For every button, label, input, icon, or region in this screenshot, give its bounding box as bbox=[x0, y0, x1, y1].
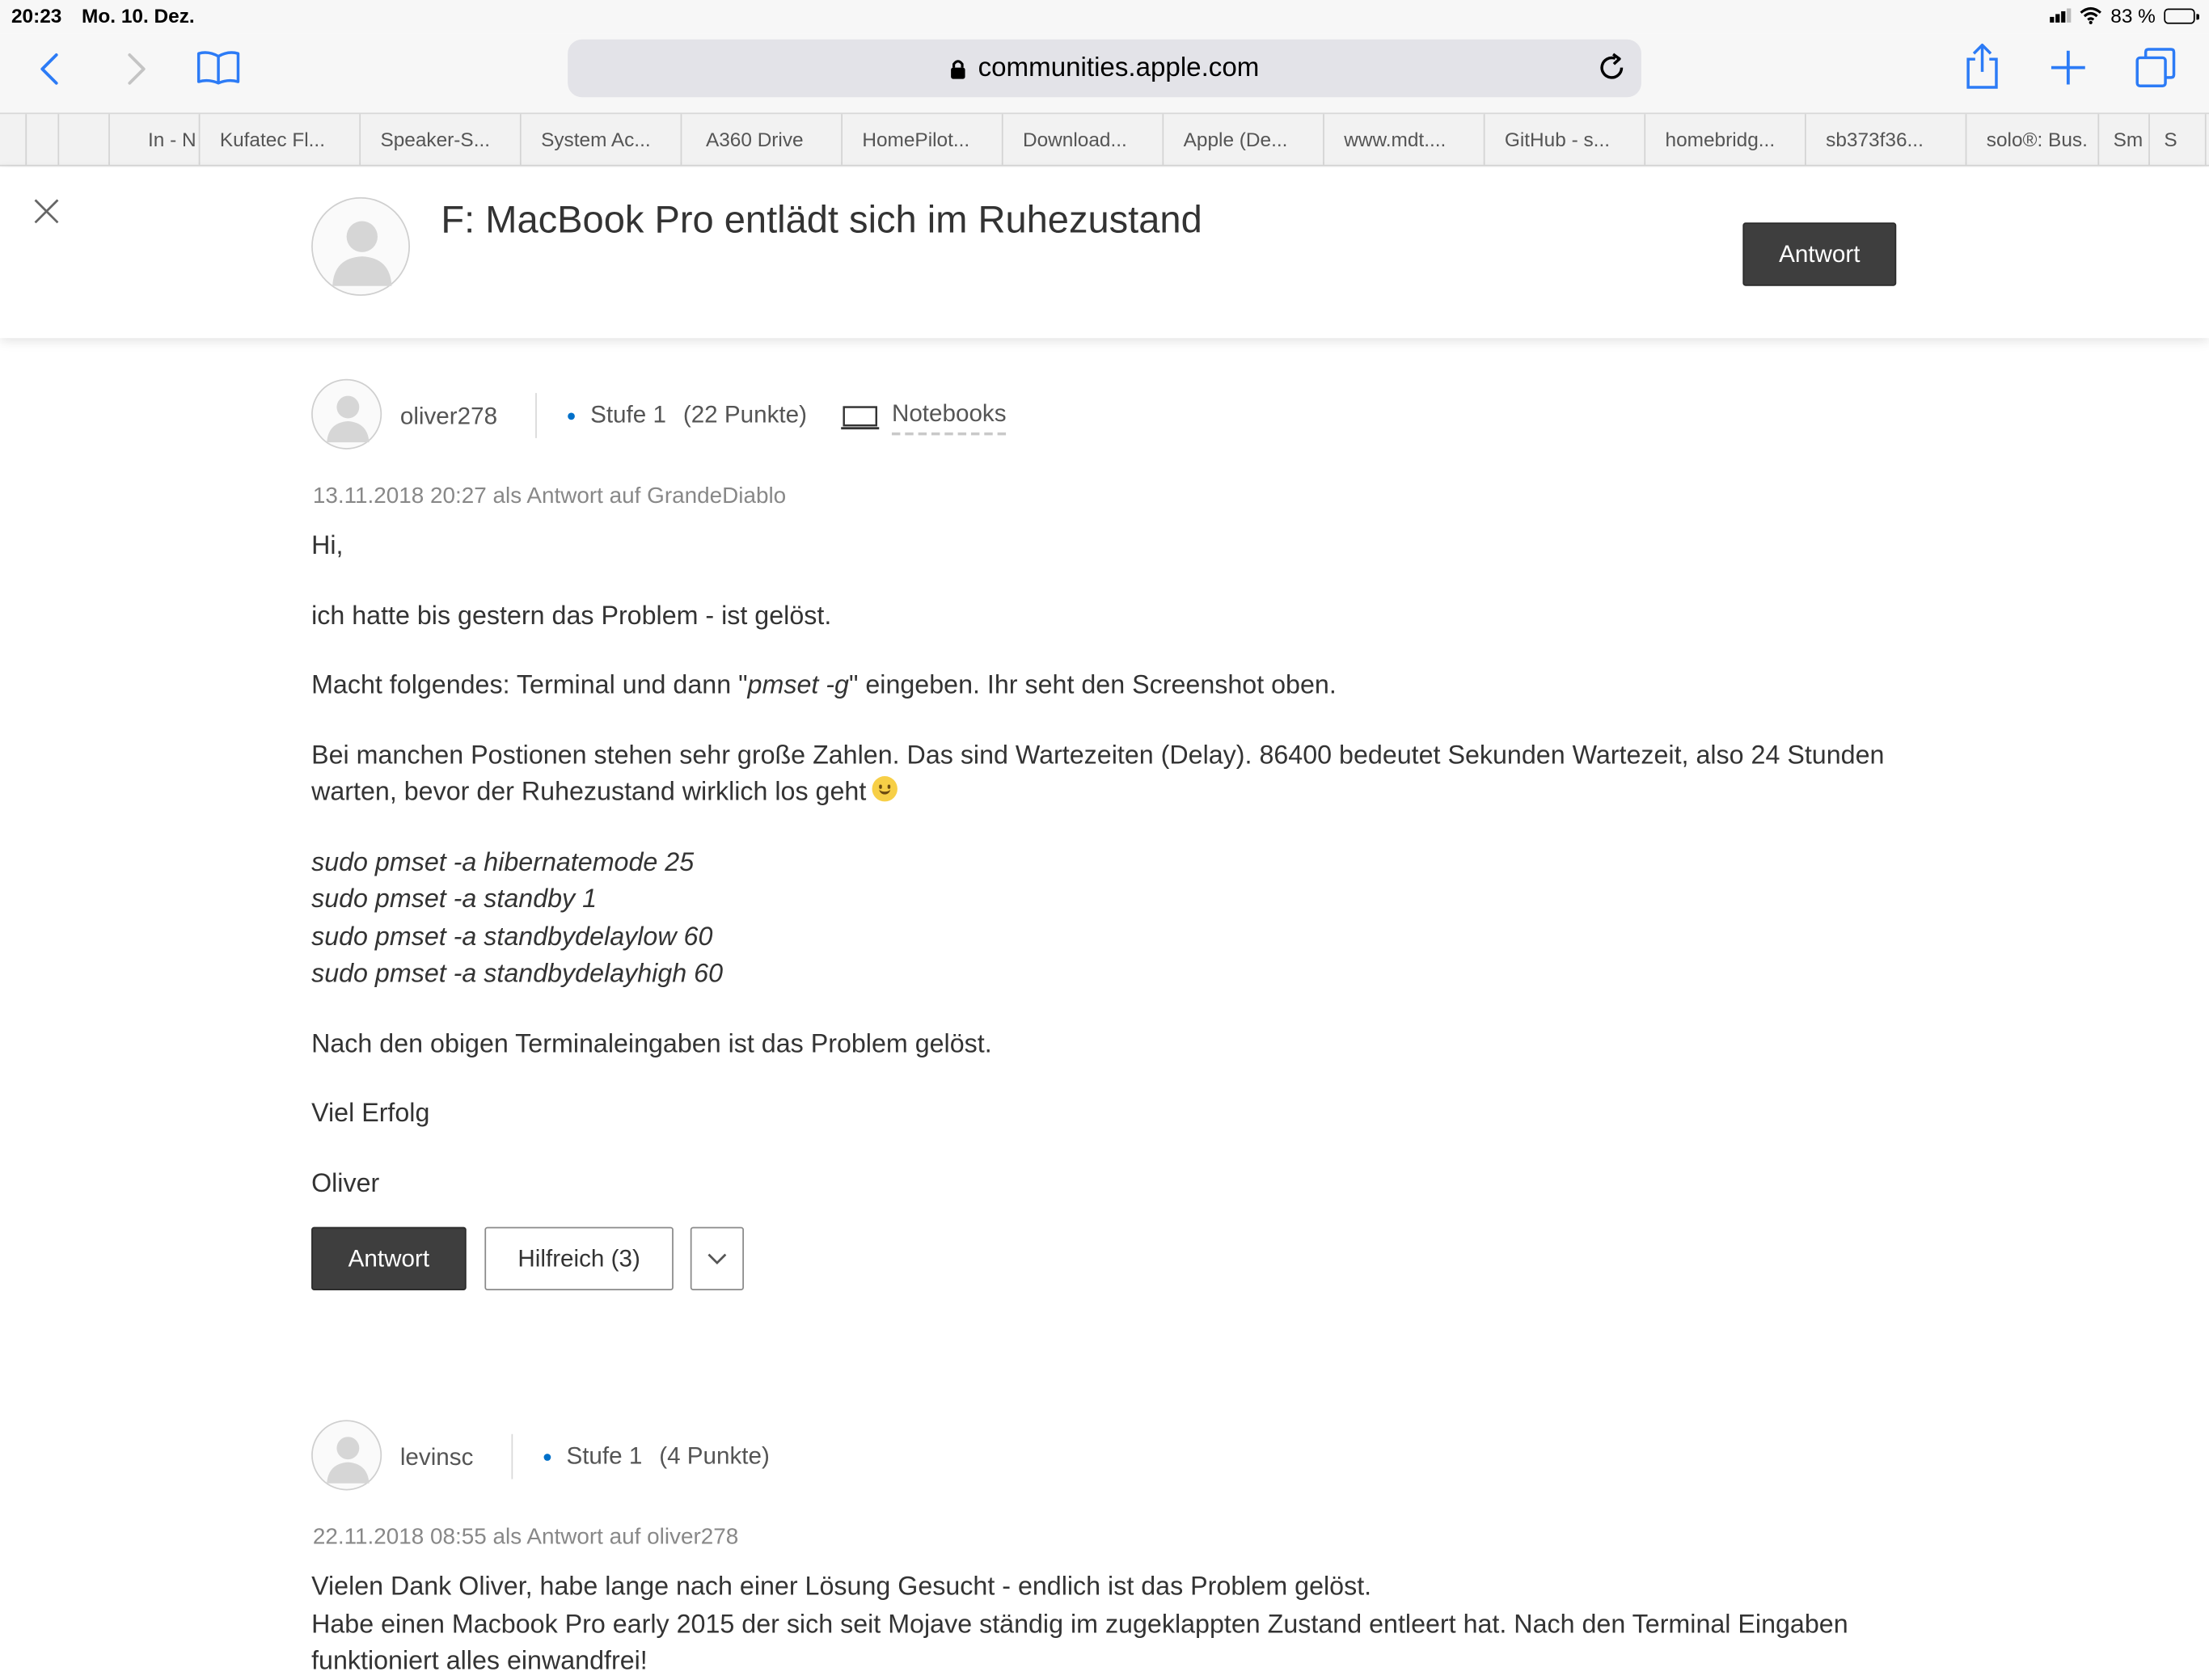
post-line: Habe einen Macbook Pro early 2015 der sich seit Mojave ständig im zugeklappten Zustand entleert hat. Nach den Terminal Eingaben bbox=[311, 1607, 1848, 1638]
level-label: Stufe 1 bbox=[566, 1442, 643, 1470]
bookmark-item[interactable]: solo®: Bus. bbox=[1966, 114, 2099, 165]
community-label: Notebooks bbox=[892, 400, 1007, 436]
url-text: communities.apple.com bbox=[978, 53, 1260, 82]
bookmark-item[interactable] bbox=[27, 114, 59, 165]
tabs-button[interactable] bbox=[2131, 44, 2179, 91]
question-title: MacBook Pro entlädt sich im Ruhezustand bbox=[485, 198, 1202, 241]
back-icon bbox=[40, 52, 59, 86]
date: Mo. 10. Dez. bbox=[82, 4, 195, 27]
bookmark-item[interactable]: Sm bbox=[2099, 114, 2150, 165]
community-link[interactable] bbox=[841, 400, 1006, 436]
bookmark-item[interactable]: homebridg... bbox=[1645, 114, 1806, 165]
avatar bbox=[311, 197, 410, 296]
bookmark-item[interactable]: www.mdt.... bbox=[1324, 114, 1485, 165]
bookmark-item[interactable]: HomePilot... bbox=[843, 114, 1003, 165]
bookmark-item[interactable]: GitHub - s... bbox=[1485, 114, 1645, 165]
status-bar bbox=[0, 0, 2209, 34]
smile-emoji-icon bbox=[872, 776, 897, 801]
post-meta: 13.11.2018 20:27 als Antwort auf GrandeDiablo bbox=[312, 484, 787, 509]
bookmark-item[interactable]: Speaker-S... bbox=[361, 114, 522, 165]
level-dot-icon bbox=[568, 412, 575, 420]
post-paragraph: Hi, bbox=[311, 530, 344, 559]
bookmark-item[interactable]: Download... bbox=[1003, 114, 1164, 165]
bookmark-item[interactable]: Kufatec Fl... bbox=[200, 114, 361, 165]
command-block bbox=[311, 843, 1917, 993]
wifi-icon bbox=[2080, 7, 2102, 24]
question-prefix: F: bbox=[441, 198, 475, 241]
bookmark-item[interactable]: sb373f36... bbox=[1806, 114, 1967, 165]
divider bbox=[511, 1434, 513, 1479]
reload-button[interactable] bbox=[1596, 52, 1627, 91]
post-line: funktioniert alles einwandfrei! bbox=[311, 1645, 648, 1675]
lock-icon bbox=[950, 57, 967, 80]
command-line: sudo pmset -a standbydelaylow 60 bbox=[311, 920, 713, 951]
author-name[interactable]: levinsc bbox=[399, 1443, 474, 1471]
signal-icon bbox=[2050, 8, 2071, 22]
share-icon bbox=[1964, 42, 2000, 90]
post-paragraph: Viel Erfolg bbox=[311, 1097, 430, 1127]
bookmark-item[interactable] bbox=[59, 114, 110, 165]
post-paragraph: Oliver bbox=[311, 1167, 380, 1197]
bookmarks-icon bbox=[196, 49, 241, 86]
new-tab-icon bbox=[2048, 48, 2088, 87]
status-indicators bbox=[2050, 4, 2194, 27]
post-paragraph bbox=[311, 597, 1917, 634]
share-button[interactable] bbox=[1961, 41, 2003, 92]
post-body bbox=[311, 1568, 1917, 1680]
user-level bbox=[568, 402, 807, 430]
post-paragraph: Nach den obigen Terminaleingaben ist das Problem gelöst. bbox=[311, 1028, 992, 1057]
chevron-down-icon bbox=[707, 1252, 727, 1265]
helpful-button[interactable]: Hilfreich (3) bbox=[484, 1227, 673, 1290]
author-name[interactable]: oliver278 bbox=[399, 403, 498, 430]
post-text: " eingeben. Ihr seht den Screenshot oben. bbox=[848, 669, 1337, 699]
bookmarks-button[interactable] bbox=[194, 46, 242, 88]
divider bbox=[535, 393, 537, 438]
reload-icon bbox=[1596, 52, 1627, 82]
new-tab-button[interactable] bbox=[2046, 45, 2091, 91]
level-dot-icon bbox=[544, 1453, 551, 1460]
user-level bbox=[544, 1442, 770, 1471]
clock: 20:23 bbox=[11, 4, 62, 27]
post-paragraph bbox=[311, 666, 1917, 703]
command-line: sudo pmset -a hibernatemode 25 bbox=[311, 846, 695, 876]
bookmark-item[interactable] bbox=[0, 114, 27, 165]
browser-toolbar bbox=[0, 34, 2209, 113]
address-bar[interactable] bbox=[568, 40, 1641, 97]
avatar[interactable] bbox=[311, 1420, 382, 1490]
bookmark-item[interactable]: A360 Drive bbox=[682, 114, 843, 165]
back-button[interactable] bbox=[31, 48, 67, 90]
post-line: Vielen Dank Oliver, habe lange nach einer Lösung Gesucht - endlich ist das Problem gelöst. bbox=[311, 1570, 1372, 1601]
laptop-icon bbox=[841, 405, 879, 430]
bookmark-item[interactable]: S bbox=[2150, 114, 2207, 165]
forward-button[interactable] bbox=[118, 48, 154, 90]
level-points: (4 Punkte) bbox=[659, 1442, 770, 1470]
page-title bbox=[441, 199, 1202, 243]
post-body bbox=[311, 527, 1917, 1235]
bookmark-item[interactable]: In - N bbox=[110, 114, 201, 165]
command-line: sudo pmset -a standby 1 bbox=[311, 883, 598, 914]
tabs-icon bbox=[2133, 45, 2178, 91]
bookmark-item[interactable]: System Ac... bbox=[522, 114, 682, 165]
post-text: Bei manchen Postionen stehen sehr große Zahlen. Das sind Wartezeiten (Delay). 86400 bedeutet Sekunden Wartezeit, also 24 Stunden warten, bevor der Ruhezustand wirklich los geht bbox=[311, 738, 1885, 806]
post-text: ich hatte bis gestern das Problem - ist gelöst. bbox=[311, 599, 832, 629]
level-points: (22 Punkte) bbox=[682, 401, 807, 428]
close-button[interactable] bbox=[31, 196, 61, 234]
forward-icon bbox=[127, 52, 146, 86]
bookmark-item[interactable]: Apple (De... bbox=[1164, 114, 1324, 165]
close-icon bbox=[31, 196, 61, 226]
question-header bbox=[0, 167, 2209, 338]
reply-button[interactable]: Antwort bbox=[311, 1227, 467, 1290]
post-text: Macht folgendes: Terminal und dann " bbox=[311, 669, 748, 699]
battery-percent: 83 % bbox=[2110, 4, 2156, 27]
favorites-bar bbox=[0, 112, 2209, 166]
inline-code: pmset -g bbox=[747, 669, 849, 699]
level-label: Stufe 1 bbox=[590, 401, 666, 428]
post-paragraph bbox=[311, 736, 1917, 810]
avatar[interactable] bbox=[311, 379, 382, 450]
reply-button[interactable]: Antwort bbox=[1742, 222, 1896, 285]
command-line: sudo pmset -a standbydelayhigh 60 bbox=[311, 957, 724, 988]
battery-icon bbox=[2164, 8, 2194, 23]
post-meta: 22.11.2018 08:55 als Antwort auf oliver278 bbox=[312, 1526, 739, 1550]
more-actions-button[interactable] bbox=[691, 1227, 744, 1290]
